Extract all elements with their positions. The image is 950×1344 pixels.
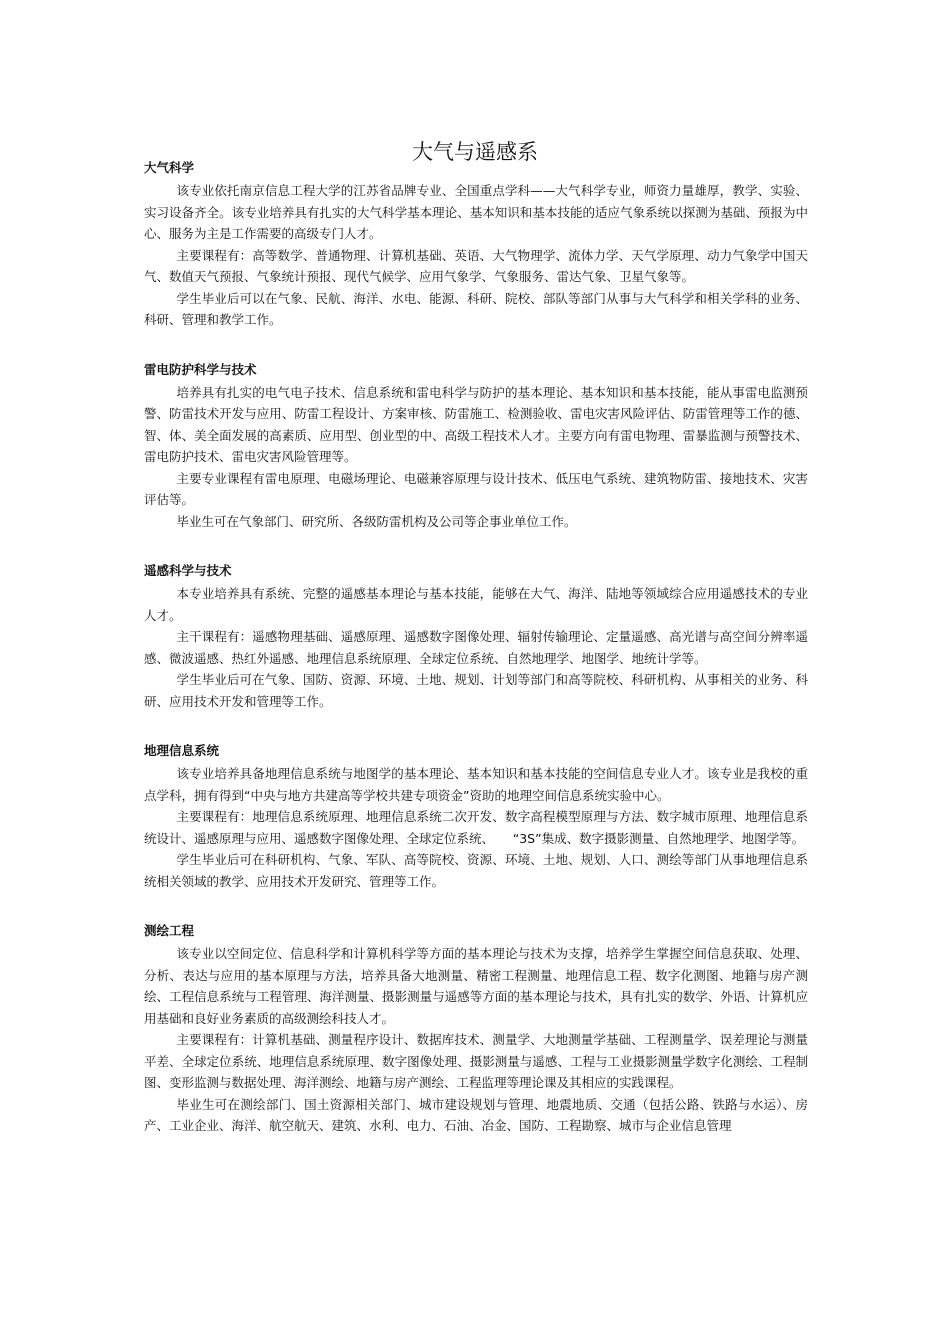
paragraph: 主要课程有：地理信息系统原理、地理信息系统二次开发、数字高程模型原理与方法、数字城市原理、地理信息系统设计、遥感原理与应用、遥感数字图像处理、全球定位系统、 “3S”集成、数字摄影测量、自然地理学、地图学等。 — [144, 809, 808, 846]
section-remote-sensing — [144, 559, 808, 712]
section-gis — [144, 739, 808, 892]
paragraph: 主干课程有：遥感物理基础、遥感原理、遥感数字图像处理、辐射传输理论、定量遥感、高光谱与高空间分辨率遥感、微波遥感、热红外遥感、地理信息系统原理、全球定位系统、自然地理学、地图学、地统计学等。 — [144, 629, 808, 666]
section-surveying-engineering — [144, 919, 808, 1137]
document-body — [144, 156, 808, 1164]
paragraph: 主要课程有：计算机基础、测量程序设计、数据库技术、测量学、大地测量学基础、工程测量学、误差理论与测量平差、全球定位系统、地理信息系统原理、数字图像处理、摄影测量与遥感、工程与工业摄影测量学数字化测绘、工程制图、变形监测与数据处理、海洋测绘、地籍与房产测绘、工程监理等理论课及其相应的实践课程。 — [144, 1032, 808, 1090]
section-heading: 测绘工程 — [144, 923, 195, 938]
page-title: 大气与遥感系 — [412, 140, 538, 165]
paragraph: 学生毕业后可在气象、国防、资源、环境、土地、规划、计划等部门和高等院校、科研机构、从事相关的业务、科研、应用技术开发和管理等工作。 — [144, 672, 808, 709]
section-lightning-protection — [144, 358, 808, 533]
section-atmospheric-science — [144, 156, 808, 331]
paragraph: 该专业培养具备地理信息系统与地图学的基本理论、基本知识和基本技能的空间信息专业人才。该专业是我校的重点学科，拥有得到“中央与地方共建高等学校共建专项资金”资助的地理空间信息系统实验中心。 — [144, 766, 808, 803]
paragraph: 该专业依托南京信息工程大学的江苏省品牌专业、全国重点学科——大气科学专业，师资力量雄厚，教学、实验、实习设备齐全。该专业培养具有扎实的大气科学基本理论、基本知识和基本技能的适应气象系统以探测为基础、预报为中心、服务为主是工作需要的高级专门人才。 — [144, 183, 808, 241]
section-heading: 遥感科学与技术 — [144, 563, 232, 578]
paragraph: 毕业生可在气象部门、研究所、各级防雷机构及公司等企事业单位工作。 — [176, 513, 577, 529]
paragraph: 该专业以空间定位、信息科学和计算机科学等方面的基本理论与技术为支撑，培养学生掌握空间信息获取、处理、分析、表达与应用的基本原理与方法，培养具备大地测量、精密工程测量、地理信息工程、数字化测图、地籍与房产测绘、工程信息系统与工程管理、海洋测量、摄影测量与遥感等方面的基本理论与技术，具有扎实的数学、外语、计算机应用基础和良好业务素质的高级测绘科技人才。 — [144, 946, 808, 1026]
paragraph: 主要课程有：高等数学、普通物理、计算机基础、英语、大气物理学、流体力学、天气学原理、动力气象学中国天气、数值天气预报、气象统计预报、现代气候学、应用气象学、气象服务、雷达气象、卫星气象等。 — [144, 247, 808, 284]
paragraph: 学生毕业后可在科研机构、气象、军队、高等院校、资源、环境、土地、规划、人口、测绘等部门从事地理信息系统相关领域的教学、应用技术开发研究、管理等工作。 — [144, 852, 808, 889]
paragraph: 毕业生可在测绘部门、国土资源相关部门、城市建设规划与管理、地震地质、交通（包括公路、铁路与水运）、房产、工业企业、海洋、航空航天、建筑、水利、电力、石油、冶金、国防、工程勘察、城市与企业信息管理 — [144, 1096, 808, 1133]
section-heading: 大气科学 — [144, 160, 195, 175]
section-heading: 地理信息系统 — [144, 743, 220, 758]
section-heading: 雷电防护科学与技术 — [144, 361, 257, 377]
paragraph: 学生毕业后可以在气象、民航、海洋、水电、能源、科研、院校、部队等部门从事与大气科学和相关学科的业务、科研、管理和教学工作。 — [144, 290, 808, 327]
paragraph: 培养具有扎实的电气电子技术、信息系统和雷电科学与防护的基本理论、基本知识和基本技能，能从事雷电监测预警、防雷技术开发与应用、防雷工程设计、方案审核、防雷施工、检测验收、雷电灾害风险评估、防雷管理等工作的德、智、体、美全面发展的高素质、应用型、创业型的中、高级工程技术人才。主要方向有雷电物理、雷暴监测与预警技术、雷电防护技术、雷电灾害风险管理等。 — [144, 384, 808, 464]
paragraph: 本专业培养具有系统、完整的遥感基本理论与基本技能，能够在大气、海洋、陆地等领域综合应用遥感技术的专业人才。 — [144, 586, 808, 623]
paragraph: 主要专业课程有雷电原理、电磁场理论、电磁兼容原理与设计技术、低压电气系统、建筑物防雷、接地技术、灾害评估等。 — [144, 470, 808, 507]
